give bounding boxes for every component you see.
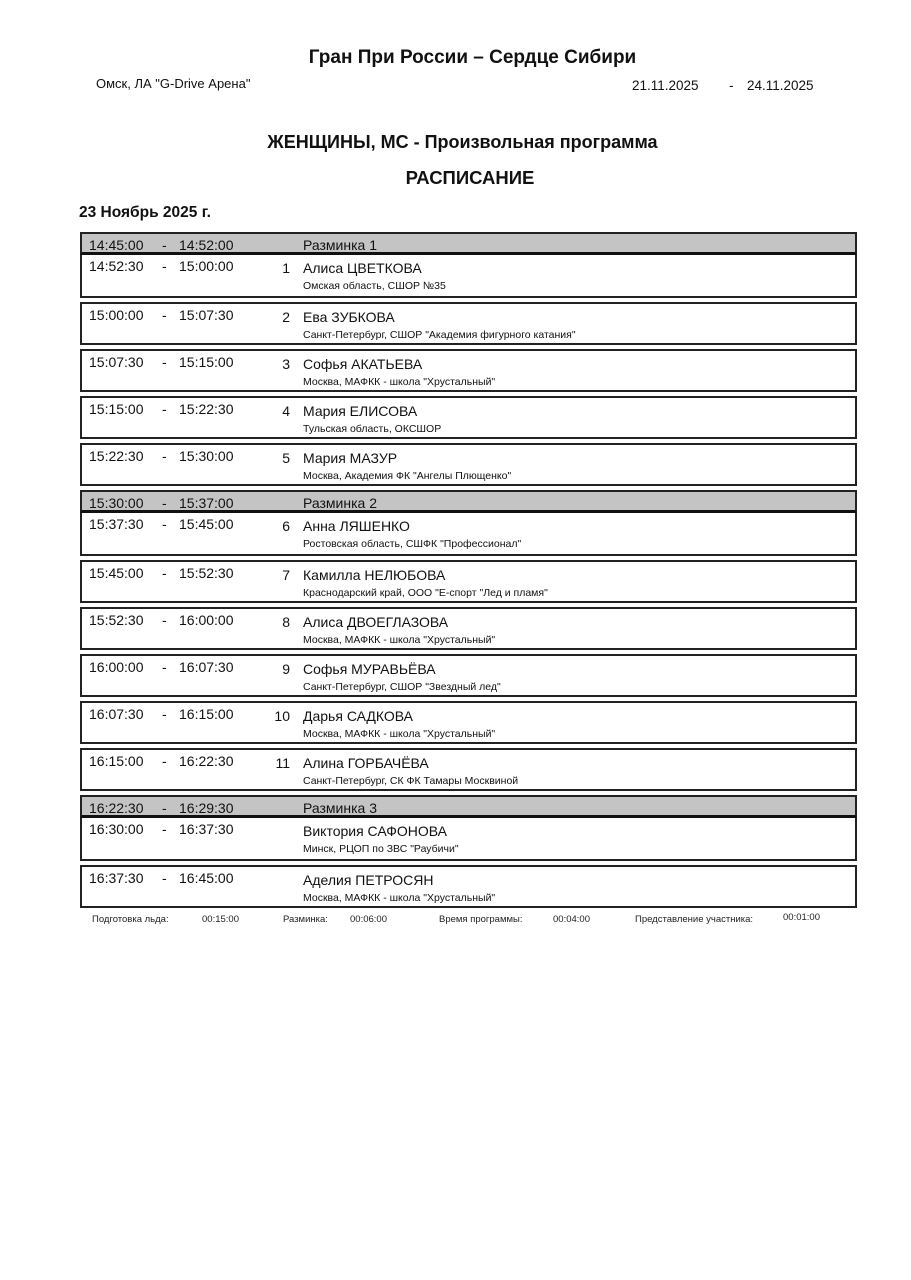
date-from: 21.11.2025 — [632, 78, 699, 93]
skater-club: Москва, МАФКК - школа "Хрустальный" — [303, 892, 496, 904]
time-separator: - — [162, 237, 167, 253]
start-time: 14:52:30 — [89, 258, 144, 274]
start-time: 15:52:30 — [89, 612, 144, 628]
start-number: 3 — [282, 356, 290, 372]
end-time: 15:30:00 — [179, 448, 234, 464]
venue: Омск, ЛА "G-Drive Арена" — [96, 76, 251, 91]
skater-club: Краснодарский край, ООО "Е-спорт "Лед и пламя" — [303, 587, 548, 599]
skater-club: Санкт-Петербург, СШОР "Звездный лед" — [303, 681, 501, 693]
end-time: 15:00:00 — [179, 258, 234, 274]
skater-club: Минск, РЦОП по ЗВС "Раубичи" — [303, 843, 459, 855]
end-time: 16:29:30 — [179, 800, 234, 816]
skater-club: Тульская область, ОКСШОР — [303, 423, 442, 435]
time-separator: - — [162, 495, 167, 511]
skater-club: Москва, МАФКК - школа "Хрустальный" — [303, 634, 496, 646]
warmup-duration-value: 00:06:00 — [350, 914, 387, 925]
skater-row — [80, 443, 857, 486]
start-number: 8 — [282, 614, 290, 630]
skater-club: Ростовская область, СШФК "Профессионал" — [303, 538, 522, 550]
start-number: 10 — [274, 708, 290, 724]
start-time: 15:00:00 — [89, 307, 144, 323]
start-time: 16:07:30 — [89, 706, 144, 722]
skater-club: Москва, МАФКК - школа "Хрустальный" — [303, 728, 496, 740]
start-number: 6 — [282, 518, 290, 534]
schedule-table — [80, 232, 857, 908]
end-time: 15:45:00 — [179, 516, 234, 532]
end-time: 15:15:00 — [179, 354, 234, 370]
time-separator: - — [162, 565, 167, 581]
skater-row — [80, 396, 857, 439]
start-time: 16:00:00 — [89, 659, 144, 675]
skater-name: Мария МАЗУР — [303, 450, 398, 466]
start-time: 14:45:00 — [89, 237, 144, 253]
ice-prep-value: 00:15:00 — [202, 914, 239, 925]
start-time: 16:22:30 — [89, 800, 144, 816]
ice-prep-label: Подготовка льда: — [92, 914, 169, 925]
start-time: 15:30:00 — [89, 495, 144, 511]
time-separator: - — [162, 753, 167, 769]
skater-row — [80, 255, 857, 298]
skater-name: Алиса ДВОЕГЛАЗОВА — [303, 614, 449, 630]
time-separator: - — [162, 659, 167, 675]
time-separator: - — [162, 821, 167, 837]
start-time: 16:30:00 — [89, 821, 144, 837]
end-time: 15:37:00 — [179, 495, 234, 511]
skater-row — [80, 818, 857, 861]
warmup-row — [80, 490, 857, 513]
warmup-label: Разминка 3 — [303, 800, 377, 816]
start-time: 15:45:00 — [89, 565, 144, 581]
skater-row — [80, 701, 857, 744]
start-number: 4 — [282, 403, 290, 419]
start-time: 15:15:00 — [89, 401, 144, 417]
start-number: 1 — [282, 260, 290, 276]
end-time: 16:15:00 — [179, 706, 234, 722]
intro-value: 00:01:00 — [783, 912, 820, 923]
start-time: 15:37:30 — [89, 516, 144, 532]
skater-name: Софья МУРАВЬЁВА — [303, 661, 436, 677]
program-time-value: 00:04:00 — [553, 914, 590, 925]
skater-name: Ева ЗУБКОВА — [303, 309, 395, 325]
skater-row — [80, 560, 857, 603]
warmup-row — [80, 232, 857, 255]
time-separator: - — [162, 612, 167, 628]
skater-name: Аделия ПЕТРОСЯН — [303, 872, 434, 888]
skater-row — [80, 513, 857, 556]
start-time: 16:37:30 — [89, 870, 144, 886]
end-time: 16:22:30 — [179, 753, 234, 769]
skater-club: Омская область, СШОР №35 — [303, 280, 446, 292]
end-time: 14:52:00 — [179, 237, 234, 253]
skater-club: Санкт-Петербург, СК ФК Тамары Москвиной — [303, 775, 519, 787]
skater-name: Алина ГОРБАЧЁВА — [303, 755, 429, 771]
time-separator: - — [162, 706, 167, 722]
time-separator: - — [162, 800, 167, 816]
time-separator: - — [162, 354, 167, 370]
segment-title: ЖЕНЩИНЫ, МС - Произвольная программа — [267, 132, 658, 152]
end-time: 15:52:30 — [179, 565, 234, 581]
start-number: 9 — [282, 661, 290, 677]
date-separator: - — [729, 78, 734, 93]
start-time: 16:15:00 — [89, 753, 144, 769]
start-number: 5 — [282, 450, 290, 466]
warmup-row — [80, 795, 857, 818]
document-title: РАСПИСАНИЕ — [405, 167, 535, 188]
skater-club: Санкт-Петербург, СШОР "Академия фигурного катания" — [303, 329, 576, 341]
skater-row — [80, 748, 857, 791]
end-time: 16:37:30 — [179, 821, 234, 837]
warmup-label: Разминка 1 — [303, 237, 377, 253]
skater-row — [80, 302, 857, 345]
time-separator: - — [162, 401, 167, 417]
day-label: 23 Ноябрь 2025 г. — [79, 204, 211, 221]
intro-label: Представление участника: — [635, 914, 754, 925]
skater-name: Анна ЛЯШЕНКО — [303, 518, 410, 534]
time-separator: - — [162, 307, 167, 323]
time-separator: - — [162, 258, 167, 274]
time-separator: - — [162, 870, 167, 886]
start-number: 2 — [282, 309, 290, 325]
warmup-duration-label: Разминка: — [283, 914, 328, 925]
skater-name: Алиса ЦВЕТКОВА — [303, 260, 422, 276]
time-separator: - — [162, 448, 167, 464]
skater-row — [80, 865, 857, 908]
skater-club: Москва, Академия ФК "Ангелы Плющенко" — [303, 470, 512, 482]
end-time: 16:00:00 — [179, 612, 234, 628]
skater-name: Софья АКАТЬЕВА — [303, 356, 423, 372]
date-to: 24.11.2025 — [747, 78, 814, 93]
skater-club: Москва, МАФКК - школа "Хрустальный" — [303, 376, 496, 388]
end-time: 16:45:00 — [179, 870, 234, 886]
start-time: 15:07:30 — [89, 354, 144, 370]
end-time: 16:07:30 — [179, 659, 234, 675]
skater-name: Дарья САДКОВА — [303, 708, 414, 724]
event-title: Гран При России – Сердце Сибири — [308, 47, 637, 68]
skater-name: Камилла НЕЛЮБОВА — [303, 567, 446, 583]
start-time: 15:22:30 — [89, 448, 144, 464]
time-separator: - — [162, 516, 167, 532]
program-time-label: Время программы: — [439, 914, 523, 925]
skater-name: Виктория САФОНОВА — [303, 823, 447, 839]
start-number: 7 — [282, 567, 290, 583]
start-number: 11 — [275, 755, 290, 771]
skater-row — [80, 654, 857, 697]
warmup-label: Разминка 2 — [303, 495, 377, 511]
skater-name: Мария ЕЛИСОВА — [303, 403, 418, 419]
skater-row — [80, 349, 857, 392]
skater-row — [80, 607, 857, 650]
end-time: 15:22:30 — [179, 401, 234, 417]
end-time: 15:07:30 — [179, 307, 234, 323]
